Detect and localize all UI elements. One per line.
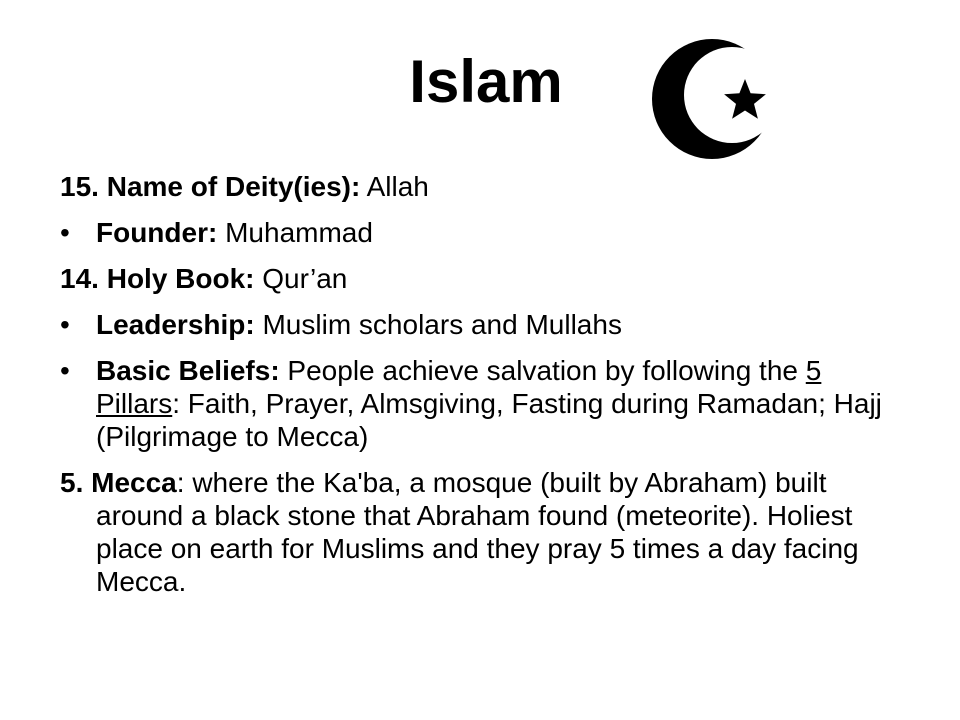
item-value: : where the Ka'ba, a mosque (built by Abraham) built around a black stone that Abraham found (meteorite). Holiest place on earth for Muslims and they pray 5 times a day facing Mecca. xyxy=(96,467,859,597)
slide-body xyxy=(60,170,900,611)
list-item-basic-beliefs xyxy=(60,354,900,453)
list-item-deity xyxy=(60,170,900,203)
item-label: Holy Book: xyxy=(106,263,255,294)
five-pillars-text: 5 Pillars xyxy=(96,355,822,419)
list-item-holy-book xyxy=(60,262,900,295)
slide-title: Islam xyxy=(409,48,563,115)
list-item-founder xyxy=(60,216,900,249)
item-value: Muslim scholars and Mullahs xyxy=(262,309,622,340)
item-label: Mecca xyxy=(91,467,177,498)
item-value: Allah xyxy=(366,171,429,202)
item-marker: 14. xyxy=(60,263,99,294)
item-label: Basic Beliefs: xyxy=(96,355,280,386)
item-value: People achieve salvation by following the xyxy=(287,355,798,386)
crescent-star-icon xyxy=(650,36,780,162)
item-label: Leadership: xyxy=(96,309,255,340)
list-item-leadership xyxy=(60,308,900,341)
bullet-icon: • xyxy=(60,355,70,386)
item-value: Muhammad xyxy=(225,217,373,248)
item-marker: 15. xyxy=(60,171,99,202)
item-label: Name of Deity(ies): xyxy=(106,171,361,202)
item-label: Founder: xyxy=(96,217,218,248)
item-value-continued: : Faith, Prayer, Almsgiving, Fasting during Ramadan; Hajj (Pilgrimage to Mecca) xyxy=(96,388,882,452)
item-marker: 5. xyxy=(60,467,84,498)
list-item-mecca xyxy=(60,466,900,598)
bullet-icon: • xyxy=(60,217,70,248)
item-value: Qur’an xyxy=(262,263,348,294)
bullet-icon: • xyxy=(60,309,70,340)
